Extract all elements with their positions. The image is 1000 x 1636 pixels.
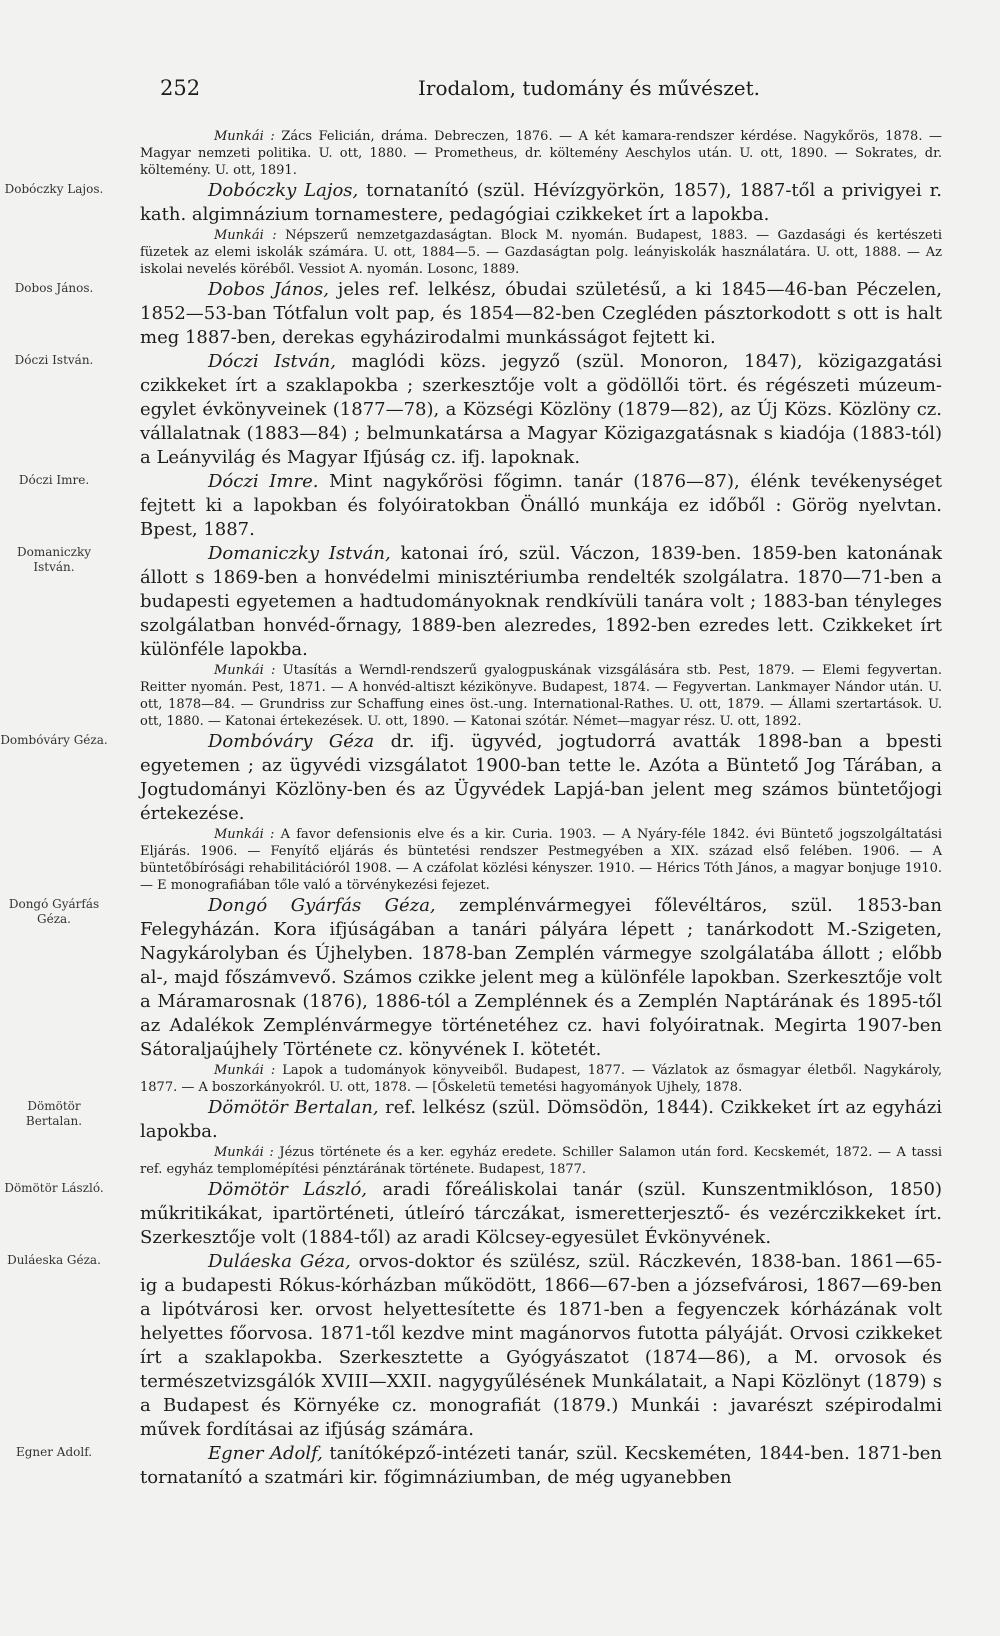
works-text: Utasítás a Werndl-rendszerű gyalogpuskának vizsgálására stb. Pest, 1879. — Elemi fegyvertan. Reitter nyomán. Pest, 1871. — A honvéd-altiszt kézikönyve. Budapest, 1874. — Fegyvertan. Lankmayer Nándor után. U. ott, 1878—84. — Grundriss zur Schaffung eines öst.-ung. International-Rathes. U. ott, 1879. — Állami szertartások. U. ott, 1880. — Katonai értekezések. U. ott, 1890. — Katonai szótár. Német—magyar rész. U. ott, 1892. [140,663,943,729]
margin-label: Dobos János. [14,281,94,295]
entry-name: Dobóczky Lajos, [208,180,359,201]
entry-name: Domaniczky István, [208,543,391,564]
running-title: Irodalom, tudomány és művészet. [418,76,761,100]
works-text: Zács Felicián, dráma. Debreczen, 1876. — A két kamara-rendszer kérdése. Nagykőrös, 1878. — Magyar nemzeti politika. U. ott, 1880. — Prometheus, dr. költemény Aeschylos után. U. ott, 1890. — Sokrates, dr. költemény. U. ott, 1891. [140,129,942,178]
works-text: A favor defensionis elve és a kir. Curia. 1903. — A Nyáry-féle 1842. évi Büntető jogszolgáltatási Eljárás. 1906. — Fenyítő eljárás és büntetési rendszer Pestmegyében a XIX. század első felében. 1906. — A büntetőbírósági rehabilitációról 1908. — A czáfolat közlési kényszer. 1910. — Hérics Tóth János, a magyar bonjuge 1910. — E monografiában tőle való a törvénykezési fejezet. [140,827,942,893]
margin-label: Duláeska Géza. [7,1253,101,1267]
bio-text: jeles ref. lelkész, óbudai születésű, a ki 1845—46-ban Péczelen, 1852—53-ban Tótfalun volt pap, és 1854—82-ben Czegléden pásztorkodott s ott is halt meg 1887-ben, derekas egyházirodalmi munkásságot fejtett ki. [140,279,942,348]
bio-text: katonai író, szül. Váczon, 1839-ben. 1859-ben katonának állott s 1869-ben a honvédelmi minisztériumba rendelték szolgálatra. 1870—71-ben a budapesti egyetemen a hadtudományoknak rendkívüli tanára volt ; 1883-ban tényleges szolgálatban honvéd-őrnagy, 1889-ben alezredes, 1892-ben ezredes lett. Czikkeket írt különféle lapokba. [140,543,942,660]
entry-egner-adolf [15,1442,942,1490]
entry-bio [140,179,942,227]
entry-bio [140,894,942,1062]
works-label: Munkái : [214,827,275,842]
entry-bio [140,1442,942,1490]
bio-text: zemplénvármegyei főlevéltáros, szül. 1853-ban Felegyházán. Kora ifjúságában a tanári pályára lépett ; tanárkodott M.-Szigeten, Nagykárolyban és Újhelyben. 1878-ban Zemplén vármegye szolgálatába állott ; előbb al-, majd főszámvevő. Számos czikke jelent meg a különféle lapokban. Szerkesztője volt a Máramarosnak (1876), 1886-tól a Zemplénnek és a Zemplén Naptárának és 1895-től az Adalékok Zemplénvármegye történetéhez cz. havi folyóiratnak. Megirta 1907-ben Sátoraljaújhely Története cz. könyvének I. kötetét. [140,895,942,1060]
bio-text: tornatanító (szül. Hévízgyörkön, 1857), 1887-től a privigyei r. kath. algimnázium tornamestere, pedagógiai czikkeket írt a lapokba. [140,180,942,225]
works-label: Munkái : [214,228,277,243]
entry-dobóczky-lajos [4,179,942,278]
entry-works [140,1144,942,1178]
entry-name: Egner Adolf, [208,1443,323,1464]
entry-works [140,826,942,894]
entry-name: Dóczi István, [208,351,336,372]
entry-name: Dömötör Bertalan, [208,1097,379,1118]
page-header [160,76,950,106]
bio-text: Mint nagykőrösi főgimn. tanár (1876—87), élénk tevékenységet fejtett ki a lapokban és folyóiratokban Önálló munkája ez időből : Görög nyelvtan. Bpest, 1887. [140,471,942,540]
entry-continuation [140,128,942,179]
works-label: Munkái : [214,1063,276,1078]
entry-bio [140,1250,942,1442]
entry-works [140,1062,942,1096]
margin-label: Dóczi István. [14,353,94,367]
entry-bio [140,350,942,470]
page-body [0,128,943,1490]
entry-bio [140,730,942,826]
works-text: Lapok a tudományok könyveiből. Budapest, 1877. — Vázlatok az ősmagyar életből. Nagykároly, 1877. — A boszorkányokról. U. ott, 1878. — [Őskeletü temetési hagyományok Ujhely, 1878. [140,1063,943,1095]
entry-name: Dombóváry Géza [208,731,375,752]
entry-name: Dobos János, [208,279,329,300]
margin-label: Dongó Gyárfás Géza. [8,897,100,926]
margin-label: Dömötör Bertalan. [25,1099,83,1128]
works-text: Népszerű nemzetgazdaságtan. Block M. nyomán. Budapest, 1883. — Gazdasági és kertészeti füzetek az elemi iskolák számára. U. ott, 1884—5. — Gazdaságtan polg. leányiskolák használatára. U. ott, 1888. — Az iskolai nevelés köréből. Vessiot A. nyomán. Losonc, 1889. [140,228,942,277]
entry-works [140,662,942,730]
bio-text: maglódi közs. jegyző (szül. Monoron, 1847), közigazgatási czikkeket írt a szaklapokba ; szerkesztője volt a gödöllői tört. és régészeti múzeum-egylet évkönyveinek (1877—78), a Községi Közlöny (1879—82), az Új Közs. Közlöny cz. vállalatnak (1883—84) ; belmunkatársa a Magyar Közigazgatásnak s kiadója (1883-tól) a Leányvilág és Magyar Ifjúság cz. ifj. lapoknak. [140,351,942,468]
entry-works [140,227,942,278]
bio-text: orvos-doktor és szülész, szül. Ráczkevén, 1838-ban. 1861—65-ig a budapesti Rókus-kórházban működött, 1866—67-ben a józsefvárosi, 1867—69-ben a lipótvárosi ker. orvost helyettesítette és 1871-ben a fegyenczek kórházának volt helyettes főorvosa. 1871-től kezdve mint magánorvos futotta pályáját. Orvosi czikkeket írt a szaklapokba. Szerkesztette a Gyógyászatot (1874—86), a M. orvosok és természetvizsgálók XVIII—XXII. nagygyűlésének Munkálatait, a Napi Közlönyt (1879) s a Budapest és Környéke cz. monografiát (1879.) Munkái : javarészt szépirodalmi művek fordításai az ifjúság számára. [140,1251,942,1440]
entry-dulacska-geza [7,1250,942,1442]
works-text: Jézus története és a ker. egyház eredete. Schiller Salamon után ford. Kecskemét, 1872. — A tassi ref. egyház templomépítési pénztárának története. Budapest, 1877. [140,1145,942,1177]
margin-label: Egner Adolf. [15,1445,93,1459]
bio-text: dr. ifj. ügyvéd, jogtudorrá avatták 1898-ban a bpesti egyetemen ; az ügyvédi vizsgálatot 1900-ban tette le. Azóta a Büntető Jog Tárában, a Jogtudományi Közlöny-ben és az Ügyvédek Lapjá-ban jelent meg számos büntetőjogi értekezése. [140,731,942,824]
page-number: 252 [160,76,201,100]
entry-works [140,128,942,179]
entry-domotor-bertalan [25,1096,942,1178]
bio-text: aradi főreáliskolai tanár (szül. Kunszentmiklóson, 1850) műkritikákat, ipartörténeti, útleíró tárczákat, ismeretterjesztő- és vezérczikkeket írt. Szerkesztője volt (1884-től) az aradi Kölcsey-egyesület Évkönyvének. [140,1179,942,1248]
works-label: Munkái : [214,129,275,144]
entry-bio [140,278,942,350]
entry-domaniczky-istvan [16,542,943,730]
margin-label: Domaniczky István. [16,545,92,574]
entry-bio [140,542,942,662]
entry-name: Dömötör László, [208,1179,368,1200]
margin-label: Dömötör László. [4,1181,104,1195]
entry-name: Dóczi Imre. [208,471,319,492]
bio-text: ref. lelkész (szül. Dömsödön, 1844). Czikkeket írt az egyházi lapokba. [140,1097,942,1142]
entry-doczi-imre [18,470,942,542]
entry-dombovary-geza [0,730,942,894]
entry-bio [140,1178,942,1250]
entry-dobos-janos [14,278,942,350]
margin-label: Dobóczky Lajos. [4,182,104,196]
margin-label: Dóczi Imre. [18,473,90,487]
entry-dongo-gyarfas-geza [8,894,943,1096]
entry-name: Dongó Gyárfás Géza, [208,895,436,916]
bio-text: tanítóképző-intézeti tanár, szül. Kecskeméten, 1844-ben. 1871-ben tornatanító a szatmári kir. főgimnáziumban, de még ugyanebben [140,1443,942,1488]
entry-bio [140,1096,942,1144]
works-label: Munkái : [214,1145,274,1160]
entry-name: Duláeska Géza, [208,1251,351,1272]
entry-doczi-istvan [14,350,942,470]
entry-bio [140,470,942,542]
works-label: Munkái : [214,663,276,678]
margin-label: Dombóváry Géza. [0,733,108,747]
entry-domotor-laszlo [4,1178,942,1250]
